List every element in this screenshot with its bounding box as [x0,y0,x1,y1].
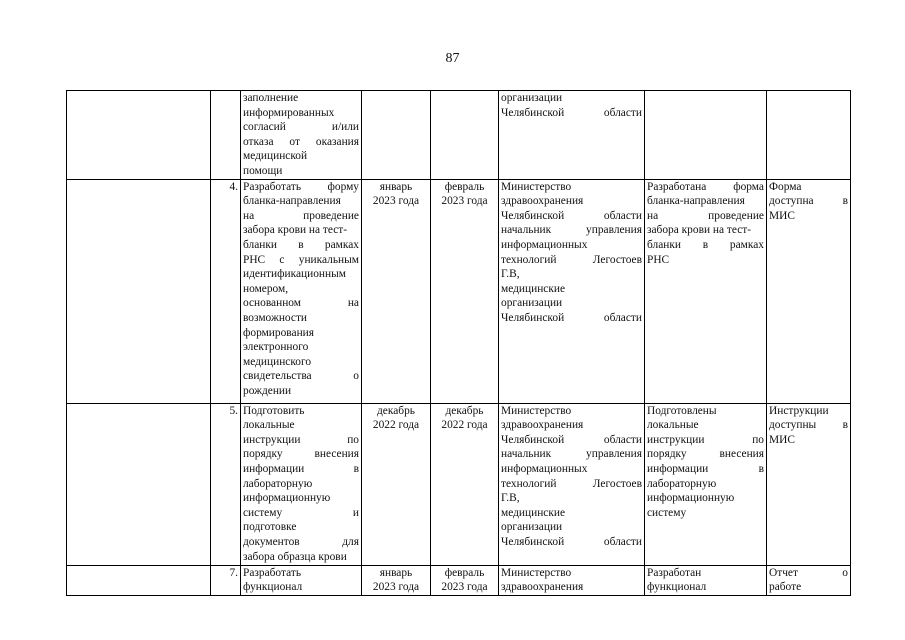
end-date-cell [431,91,499,180]
result-cell [645,565,767,595]
task-cell-line: информации в [243,462,359,475]
task-cell-line: на проведение [243,209,359,222]
table-row [67,565,851,595]
task-cell-line: медицинского [243,355,312,368]
task-cell-line: забора крови на тест- [243,224,348,237]
responsible-cell-line: здравоохранения [501,419,584,432]
responsible-cell-line: начальник управления [501,224,642,237]
responsible-cell [499,403,645,565]
task-cell-line: функционал [243,581,303,594]
responsible-cell-line: информационных [501,238,588,251]
responsible-cell-line: Г.В, [501,492,520,505]
row-number: 5. [211,403,241,565]
task-cell-line: инструкции по [243,433,359,446]
task-cell-line: отказа от оказания [243,135,359,148]
task-cell-line: согласий и/или [243,121,359,134]
task-cell [241,179,362,403]
start-date-cell [362,403,431,565]
responsible-cell-line: Челябинской области [501,106,642,119]
plan-table [66,90,851,596]
responsible-cell-line: организации [501,521,563,534]
result-cell-line: бланки в рамках [647,238,764,251]
result-cell-line: инструкции по [647,433,764,446]
responsible-cell-line: медицинские [501,282,566,295]
task-cell [241,403,362,565]
task-cell [241,565,362,595]
result-cell-line: забора крови на тест- [647,224,752,237]
responsible-cell-line: технологий Легостоев [501,477,642,490]
start-date-cell-line: 2022 года [372,419,420,432]
row-number: 7. [211,565,241,595]
task-cell-line: рождении [243,384,292,397]
result-cell-line: Разработан [647,566,702,579]
table-row [67,403,851,565]
end-date-cell-line: 2023 года [441,195,488,208]
responsible-cell-line: информационных [501,462,588,475]
task-cell-line: информационную [243,492,331,505]
task-cell-line: Разработать [243,566,302,579]
responsible-cell-line: Г.В, [501,268,520,281]
task-cell-line: систему и [243,506,359,519]
blank-cell [67,565,211,595]
page-number: 87 [445,51,460,66]
responsible-cell-line: технологий Легостоев [501,253,642,266]
start-date-cell-line: декабрь [377,404,415,417]
task-cell-line: порядку внесения [243,448,359,461]
task-cell [241,91,362,180]
task-cell-line: электронного [243,341,309,354]
result-cell-line: лабораторную [647,477,717,490]
start-date-cell [362,179,431,403]
task-cell-line: документов для [243,535,359,548]
end-date-cell-line: декабрь [445,404,484,417]
indicator-cell-line: МИС [769,209,795,222]
blank-cell [67,403,211,565]
responsible-cell-line: начальник управления [501,448,642,461]
indicator-cell-line: Отчет о [769,566,848,579]
indicator-cell-line: доступна в [769,195,848,208]
responsible-cell-line: медицинские [501,506,566,519]
blank-cell [67,91,211,180]
start-date-cell [362,91,431,180]
row-number [211,91,241,180]
task-cell-line: бланки в рамках [243,238,359,251]
result-cell-line: информации в [647,462,764,475]
task-cell-line: свидетельства о [243,370,359,383]
responsible-cell-line: здравоохранения [501,581,584,594]
end-date-cell-line: 2022 года [441,419,488,432]
task-cell-line: забора образца крови [243,550,347,563]
end-date-cell [431,179,499,403]
end-date-cell-line: 2023 года [441,581,488,594]
responsible-cell [499,179,645,403]
result-cell [645,91,767,180]
task-cell-line: номером, [243,282,289,295]
task-cell-line: Разработать форму [243,180,359,193]
table-row [67,179,851,403]
result-cell-line: бланка-направления [647,195,745,208]
task-cell-line: локальные [243,419,295,432]
responsible-cell [499,91,645,180]
result-cell [645,403,767,565]
indicator-cell-line: Инструкции [769,404,829,417]
result-cell-line: на проведение [647,209,764,222]
result-cell-line: РНС [647,253,670,266]
responsible-cell-line: Челябинской области [501,535,642,548]
result-cell-line: функционал [647,581,707,594]
indicator-cell-line: доступны в [769,419,848,432]
start-date-cell-line: 2023 года [372,581,420,594]
responsible-cell-line: организации [501,92,563,104]
result-cell-line: Подготовлены [647,404,717,417]
responsible-cell-line: Челябинской области [501,433,642,446]
task-cell-line: возможности [243,311,308,324]
responsible-cell-line: Челябинской области [501,209,642,222]
start-date-cell-line: январь [379,180,413,193]
task-cell-line: основанном на [243,297,359,310]
task-cell-line: помощи [243,164,283,177]
result-cell-line: информационную [647,492,735,505]
row-number: 4. [211,179,241,403]
task-cell-line: идентификационным [243,268,346,281]
result-cell-line: Разработана форма [647,180,764,193]
responsible-cell-line: организации [501,297,563,310]
task-cell-line: лабораторную [243,477,313,490]
end-date-cell-line: февраль [444,180,485,193]
indicator-cell [767,91,851,180]
responsible-cell [499,565,645,595]
task-cell-line: информированных [243,106,335,119]
result-cell [645,179,767,403]
task-cell-line: формирования [243,326,315,339]
indicator-cell-line: Форма [769,180,802,193]
start-date-cell [362,565,431,595]
indicator-cell [767,403,851,565]
end-date-cell-line: февраль [444,566,485,579]
responsible-cell-line: Министерство [501,566,572,579]
responsible-cell-line: Министерство [501,404,572,417]
end-date-cell [431,403,499,565]
task-cell-line: подготовке [243,521,297,534]
start-date-cell-line: 2023 года [372,195,420,208]
indicator-cell-line: МИС [769,433,795,446]
result-cell-line: локальные [647,419,699,432]
responsible-cell-line: здравоохранения [501,195,584,208]
blank-cell [67,179,211,403]
task-cell-line: медицинской [243,150,308,163]
start-date-cell-line: январь [379,566,413,579]
responsible-cell-line: Челябинской области [501,311,642,324]
task-cell-line: заполнение [243,92,299,104]
responsible-cell-line: Министерство [501,180,572,193]
indicator-cell-line: работе [769,581,802,594]
result-cell-line: систему [647,506,687,519]
indicator-cell [767,179,851,403]
task-cell-line: бланка-направления [243,195,341,208]
result-cell-line: порядку внесения [647,448,764,461]
table-row [67,91,851,180]
end-date-cell [431,565,499,595]
indicator-cell [767,565,851,595]
task-cell-line: РНС с уникальным [243,253,359,266]
task-cell-line: Подготовить [243,404,305,417]
